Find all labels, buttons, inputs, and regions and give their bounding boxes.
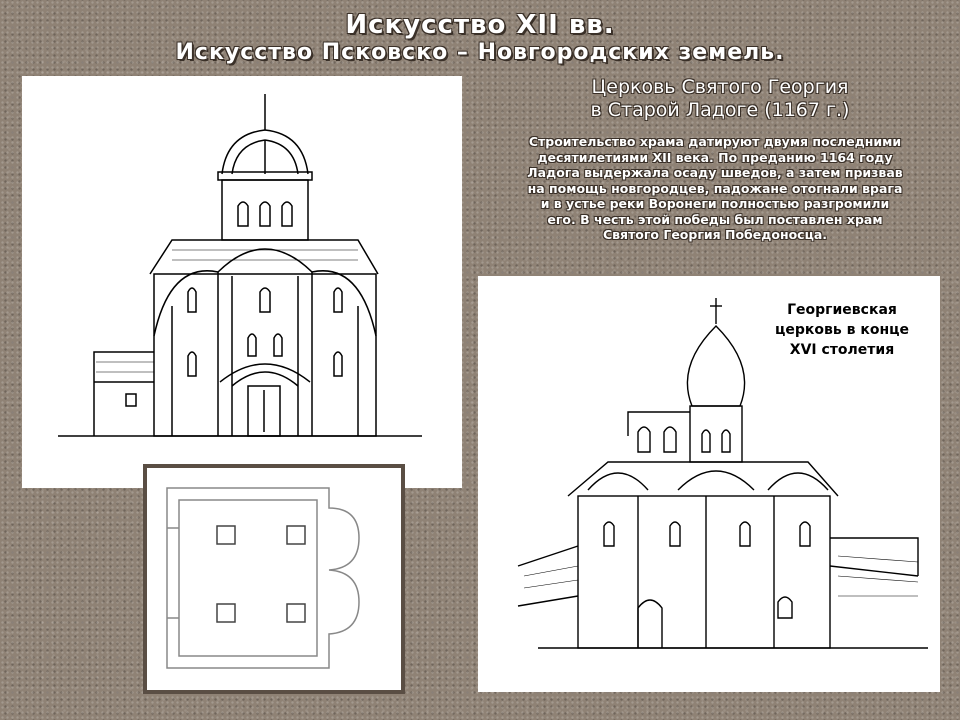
floor-plan-drawing — [143, 464, 405, 694]
elevation-svg — [22, 76, 462, 488]
description-line: Ладога выдержала осаду шведов, а затем призвав — [527, 165, 903, 180]
sketch-caption — [752, 300, 932, 360]
slide-subtitle: Искусство Псковско – Новгородских земель. — [175, 40, 785, 65]
description-line: и в устье реки Воронеги полностью разгромили — [540, 196, 890, 211]
church-title-line1: Церковь Святого Георгия — [591, 76, 849, 98]
church-elevation-drawing — [22, 76, 462, 488]
caption-line: церковь в конце — [775, 322, 909, 338]
caption-line: Георгиевская — [787, 302, 897, 318]
description-line: Святого Георгия Победоносца. — [602, 227, 828, 242]
description-line: десятилетиями XII века. По преданию 1164 году — [537, 149, 893, 165]
plan-svg — [147, 468, 401, 690]
slide-title: Искусство XII вв. — [345, 10, 615, 40]
description-line: на помощь новгородцев, падожане отогнали врага — [527, 180, 903, 196]
description-line: Строительство храма датируют двумя последними — [528, 134, 902, 149]
description-line: его. В честь этой победы был поставлен храм — [547, 211, 883, 227]
caption-line: XVI столетия — [789, 342, 895, 358]
church-title-line2: в Старой Ладоге (1167 г.) — [590, 99, 850, 121]
description-text — [470, 134, 960, 243]
